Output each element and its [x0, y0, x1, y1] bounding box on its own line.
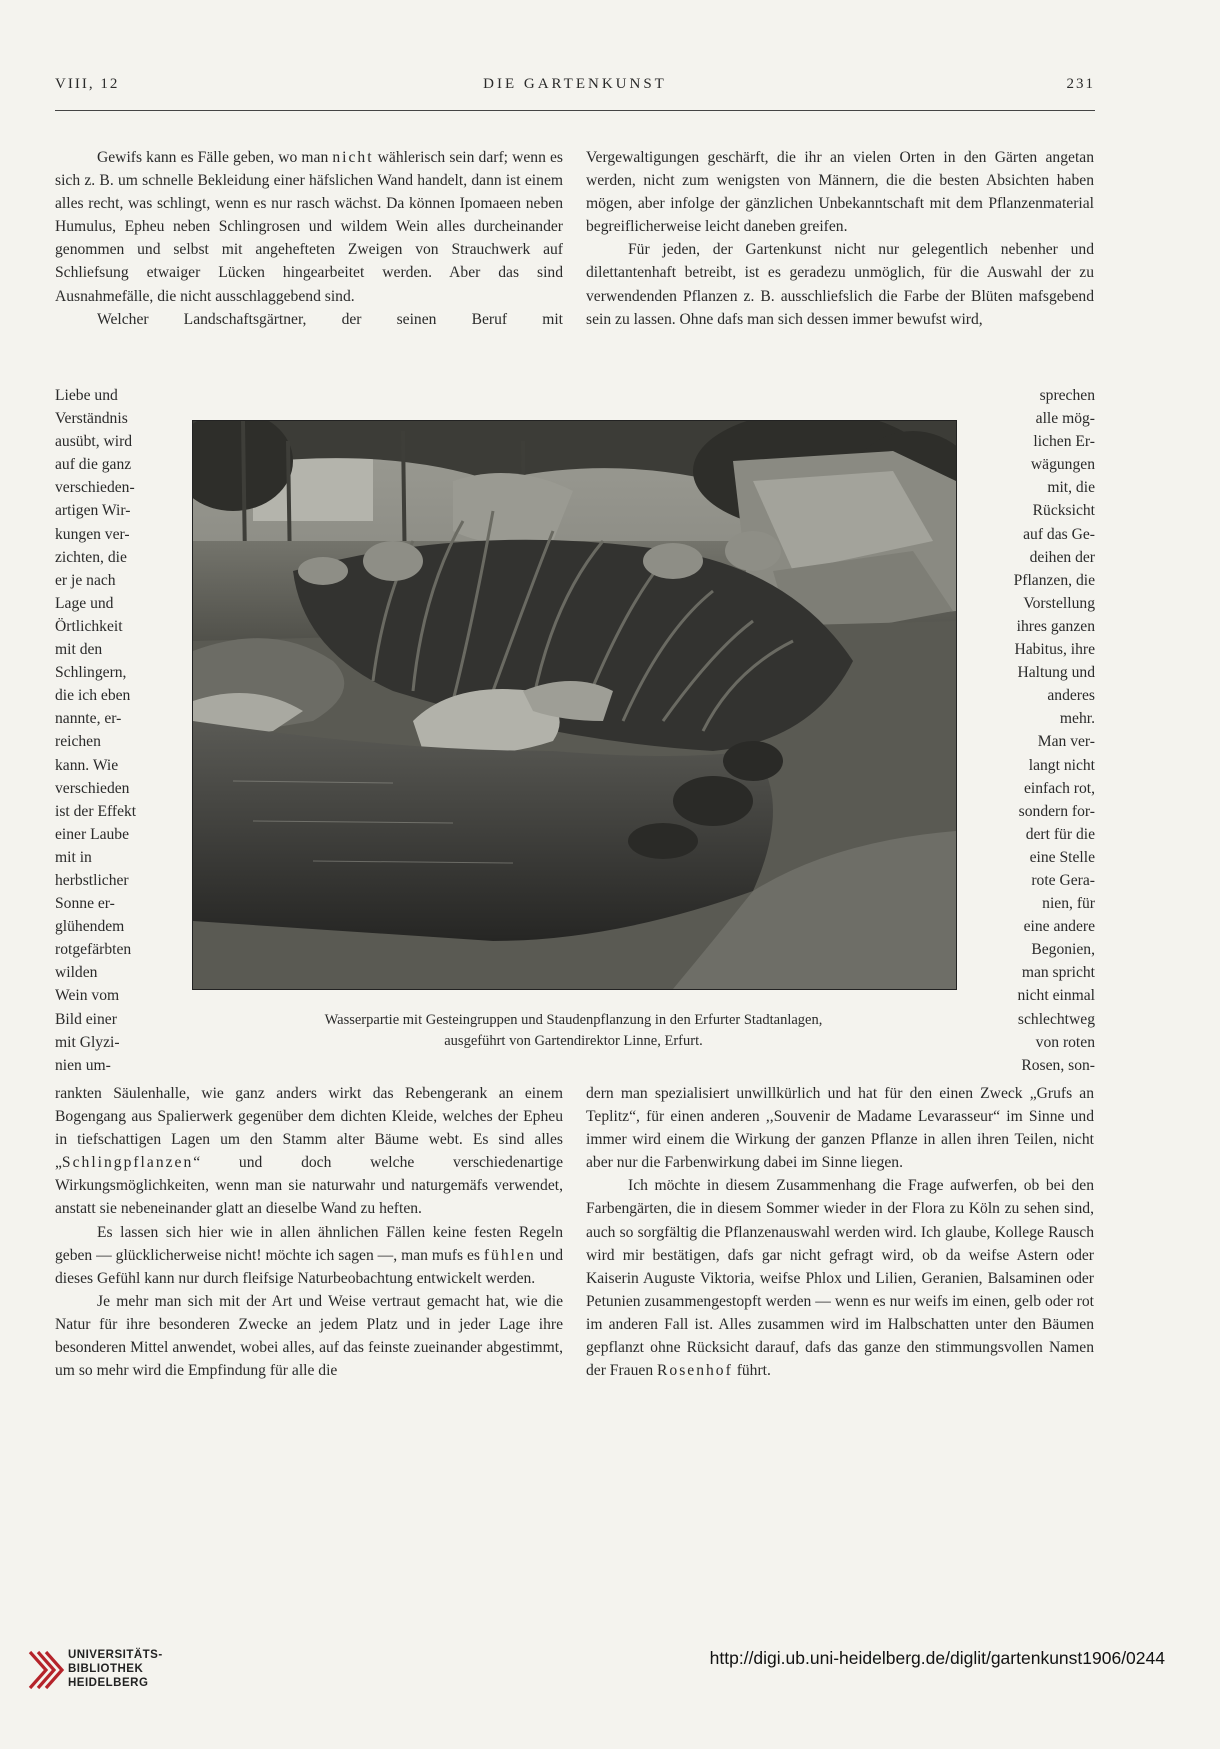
paragraph: Für jeden, der Gartenkunst nicht nur gelegentlich nebenher und dilettantenhaft betreibt, ist es geradezu unmöglich, für die Auswahl der zu verwendenden Pflanzen z. B. ausschliefslich die Farbe der Blüten mafsgebend sein zu lassen. Ohne dafs man sich dessen immer bewufst wird, [586, 241, 1094, 328]
text-line: nicht einmal [1017, 987, 1095, 1005]
text-line: nien um- [55, 1056, 111, 1074]
text-line: dert für die [1025, 825, 1095, 843]
text-line: Verständnis [55, 410, 128, 428]
text-line: mit, die [1047, 479, 1095, 497]
garden-photograph [192, 420, 957, 990]
journal-title: DIE GARTENKUNST [483, 76, 667, 92]
text-line: ist der Effekt [55, 802, 137, 820]
text-line: einer Laube [55, 825, 130, 843]
text-line: verschieden [55, 779, 130, 797]
text-line: Begonien, [1031, 941, 1095, 959]
text-line: Örtlichkeit [55, 617, 123, 635]
text-line: mit den [55, 641, 103, 659]
text-line: mit Glyzi- [55, 1033, 120, 1051]
text-line: reichen [55, 733, 101, 751]
source-url[interactable]: http://digi.ub.uni-heidelberg.de/diglit/gartenkunst1906/0244 [709, 1648, 1165, 1668]
photo-illustration [193, 421, 956, 989]
digitization-footer [0, 1640, 1220, 1749]
paragraph: Ich möchte in diesem Zusammenhang die Frage aufwerfen, ob bei den Farbengärten, die in diesem Sommer wieder in der Flora zu Köln zu sehen sind, auch so sorgfältig die Pflanzenauswahl werden wird. Ich glaube, Kollege Rausch wird mir bestätigen, dafs gar nicht gefragt wird, ob da weifse Astern oder Kaiserin Auguste Viktoria, weifse Phlox und Lilien, Geranien, Balsaminen oder Petunien zusammengestopft werden — wenn es nur weifs im einen, gelb oder rot im anderen Fall ist. Alles zusammen wird im Halbschatten unter den Bäumen gepflanzt ohne Rücksicht darauf, dafs das ganze den stimmungsvollen Namen der Frauen Rosenhof führt. [586, 1177, 1094, 1380]
text-line: rotgefärbten [55, 941, 132, 959]
text-line: anderes [1047, 687, 1095, 705]
caption-line: ausgeführt von Gartendirektor Linne, Erfurt. [444, 1033, 703, 1049]
text-line: nien, für [1042, 895, 1095, 913]
text-line: mehr. [1059, 710, 1095, 728]
text-line: mit in [55, 848, 92, 866]
text-line: auf das Ge- [1023, 525, 1095, 543]
text-line: die ich eben [55, 687, 131, 705]
narrow-column-left [55, 384, 155, 1077]
text-line: sprechen [1039, 387, 1095, 404]
paragraph: Je mehr man sich mit der Art und Weise vertraut gemacht hat, wie die Natur für ihre besonderen Zwecke an jedem Platz und in jeder Lage ihre besonderen Mittel anwendet, wobei alles, auf das feinste zueinander abgestimmt, um so mehr wird die Empfindung für alle die [55, 1292, 563, 1380]
text-line: alle mög- [1035, 410, 1095, 428]
text-line: Habitus, ihre [1014, 641, 1095, 659]
text-line: zichten, die [55, 548, 127, 566]
text-line: rote Gera- [1031, 871, 1095, 889]
text-line: sondern for- [1018, 802, 1095, 820]
paragraph: Gewifs kann es Fälle geben, wo man nicht wählerisch sein darf; wenn es sich z. B. um schnelle Bekleidung einer häfslichen Wand handelt, dann ist einem alles recht, was schlingt, wenn es nur rasch wächst. Da können Ipomaeen neben Humulus, Epheu neben Schlingrosen und wildem Wein alles durcheinander genommen und selbst mit angehefteten Zweigen von Strauchwerk auf Schliefsung etwaiger Lücken hingearbeitet werden. Aber das sind Ausnahmefälle, die nicht ausschlaggebend sind. [55, 149, 563, 305]
text-line: glühendem [55, 918, 125, 936]
paragraph: dern man spezialisiert unwillkürlich und hat für den einen Zweck „Grufs an Teplitz“, für einen anderen ,,Souvenir de Madame Levarasseur“ im Sinne und immer wird einem die Wirkung der ganzen Pflanze in allen ihren Teilen, nicht aber nur die Farbenwirkung dabei im Sinne liegen. [586, 1085, 1094, 1172]
text-line: auf die ganz [55, 456, 132, 474]
text-line: ausübt, wird [55, 433, 133, 451]
text-line: kungen ver- [55, 525, 130, 543]
text-line: kann. Wie [55, 756, 119, 774]
text-line: Bild einer [55, 1010, 117, 1028]
text-line: wilden [55, 964, 98, 982]
paragraph: Es lassen sich hier wie in allen ähnlichen Fällen keine festen Regeln geben — glücklicherweise nicht! möchte ich sagen —, man mufs es fühlen und dieses Gefühl kann nur durch fleifsige Naturbeobachtung entwickelt werden. [55, 1223, 563, 1287]
text-line: wägungen [1030, 456, 1095, 474]
column-bottom-left [55, 1082, 563, 1382]
text-line: er je nach [55, 571, 116, 589]
page-number: 231 [1066, 76, 1095, 92]
text-line: Sonne er- [55, 895, 115, 913]
photo-caption [192, 1010, 955, 1052]
text-line: Rosen, son- [1021, 1056, 1095, 1074]
text-line: man spricht [1021, 964, 1095, 982]
paragraph: Welcher Landschaftsgärtner, der seinen Beruf mit [97, 310, 563, 328]
header-rule [55, 110, 1095, 111]
text-line: von roten [1035, 1033, 1095, 1051]
text-line: verschieden- [55, 479, 135, 497]
volume-issue: VIII, 12 [55, 76, 120, 92]
column-top-right [586, 146, 1094, 331]
text-line: Pflanzen, die [1013, 571, 1095, 589]
library-name: UNIVERSITÄTS- BIBLIOTHEK HEIDELBERG [68, 1649, 163, 1689]
text-line: Liebe und [55, 387, 118, 404]
paragraph: Vergewaltigungen geschärft, die ihr an vielen Orten in den Gärten angetan werden, nicht zum wenigsten von Männern, die die besten Absichten haben mögen, aber infolge der gänzlichen Unbekanntschaft mit dem Pflanzenmaterial begreiflicherweise leicht daneben greifen. [586, 149, 1094, 236]
text-line: langt nicht [1028, 756, 1095, 774]
text-line: eine andere [1023, 918, 1095, 936]
text-line: Wein vom [55, 987, 120, 1005]
column-top-left [55, 146, 563, 331]
text-line: Lage und [55, 594, 114, 612]
text-line: deihen der [1029, 548, 1095, 566]
text-line: Rücksicht [1032, 502, 1095, 520]
narrow-column-right [985, 384, 1095, 1077]
text-line: Vorstellung [1023, 594, 1095, 612]
text-line: schlechtweg [1017, 1010, 1095, 1028]
text-line: Haltung und [1017, 664, 1095, 682]
text-line: ihres ganzen [1016, 617, 1095, 635]
text-line: eine Stelle [1029, 848, 1095, 866]
paragraph: rankten Säulenhalle, wie ganz anders wirkt das Rebengerank an einem Bogengang aus Spalierwerk gegenüber dem dichten Kleide, welches der Epheu in tiefschattigen Lagen um den Stamm alter Bäume webt. Es sind alles „Schlingpflanzen“ und doch welche verschiedenartige Wirkungsmöglichkeiten, wenn man sie naturwahr und naturgemäfs verwendet, anstatt sie nebeneinander glatt an dieselbe Wand zu heften. [55, 1085, 563, 1218]
university-library-logo-icon [22, 1640, 72, 1710]
running-header [55, 76, 1095, 106]
text-line: lichen Er- [1033, 433, 1095, 451]
caption-line: Wasserpartie mit Gesteingruppen und Staudenpflanzung in den Erfurter Stadtanlagen, [324, 1012, 823, 1028]
text-line: artigen Wir- [55, 502, 131, 520]
text-line: nannte, er- [55, 710, 122, 728]
text-line: Schlingern, [55, 664, 127, 682]
text-line: Man ver- [1037, 733, 1095, 751]
text-line: einfach rot, [1023, 779, 1095, 797]
column-bottom-right [586, 1082, 1094, 1382]
text-line: herbstlicher [55, 871, 129, 889]
